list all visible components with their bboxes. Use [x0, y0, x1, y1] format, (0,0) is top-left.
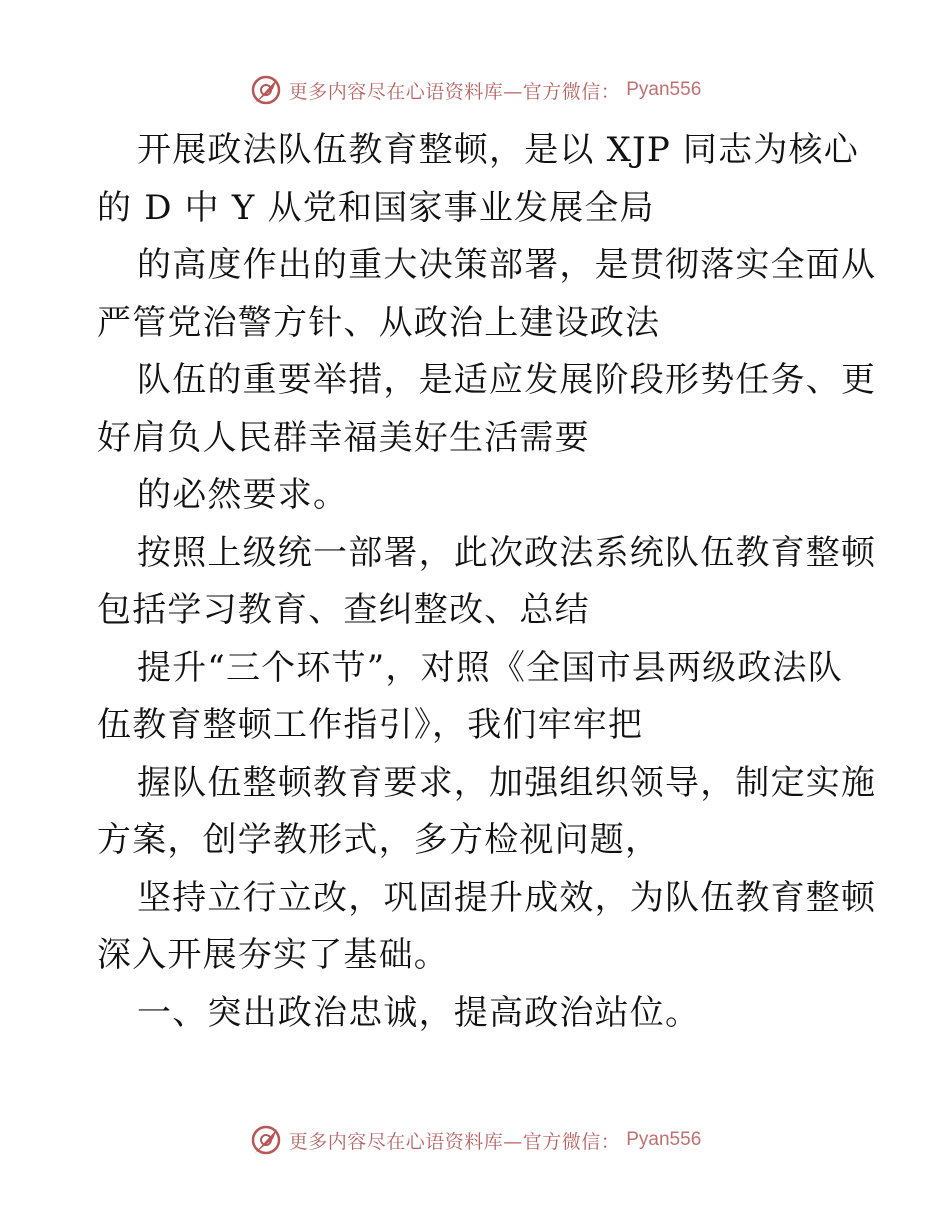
- quill-logo-icon: [249, 1123, 283, 1157]
- paragraph-line: 开展政法队伍教育整顿，是以 XJP 同志为核心: [137, 130, 859, 170]
- section-heading: 一、突出政治忠诚，提高政治站位。: [137, 992, 701, 1033]
- document-body: [97, 122, 877, 1042]
- watermark-text: 更多内容尽在心语资料库—官方微信：: [288, 80, 621, 103]
- paragraph-line: 的高度作出的重大决策部署，是贯彻落实全面从: [137, 245, 877, 285]
- watermark-handle: Pyan556: [626, 79, 702, 100]
- paragraph-line: 方案，创学教形式，多方检视问题，: [97, 820, 661, 860]
- paragraph-line: 坚持立行立改，巩固提升成效，为队伍教育整顿: [137, 877, 877, 918]
- paragraph-line: 伍教育整顿工作指引》，我们牢牢把: [97, 705, 644, 745]
- paragraph-line: 的 D 中 Y 从党和国家事业发展全局: [97, 187, 655, 228]
- paragraph-line: 的必然要求。: [137, 475, 349, 515]
- paragraph-line: 好肩负人民群幸福美好生活需要: [97, 417, 590, 458]
- paragraph-line: 队伍的重要举措，是适应发展阶段形势任务、更: [137, 360, 877, 400]
- watermark-handle: Pyan556: [626, 1129, 702, 1150]
- footer-watermark: [0, 1120, 950, 1160]
- paragraph-line: 按照上级统一部署，此次政法系统队伍教育整顿: [137, 532, 877, 573]
- paragraph-line: 包括学习教育、查纠整改、总结: [97, 590, 590, 630]
- watermark-text: 更多内容尽在心语资料库—官方微信：: [288, 1130, 621, 1153]
- paragraph-line: 握队伍整顿教育要求，加强组织领导，制定实施: [137, 762, 877, 803]
- paragraph-line: 深入开展夯实了基础。: [97, 935, 449, 975]
- quill-logo-icon: [249, 73, 283, 107]
- paragraph-line: 提升“三个环节”，对照《全国市县两级政法队: [137, 647, 843, 688]
- header-watermark: [0, 70, 950, 110]
- paragraph-line: 严管党治警方针、从政治上建设政法: [97, 302, 661, 343]
